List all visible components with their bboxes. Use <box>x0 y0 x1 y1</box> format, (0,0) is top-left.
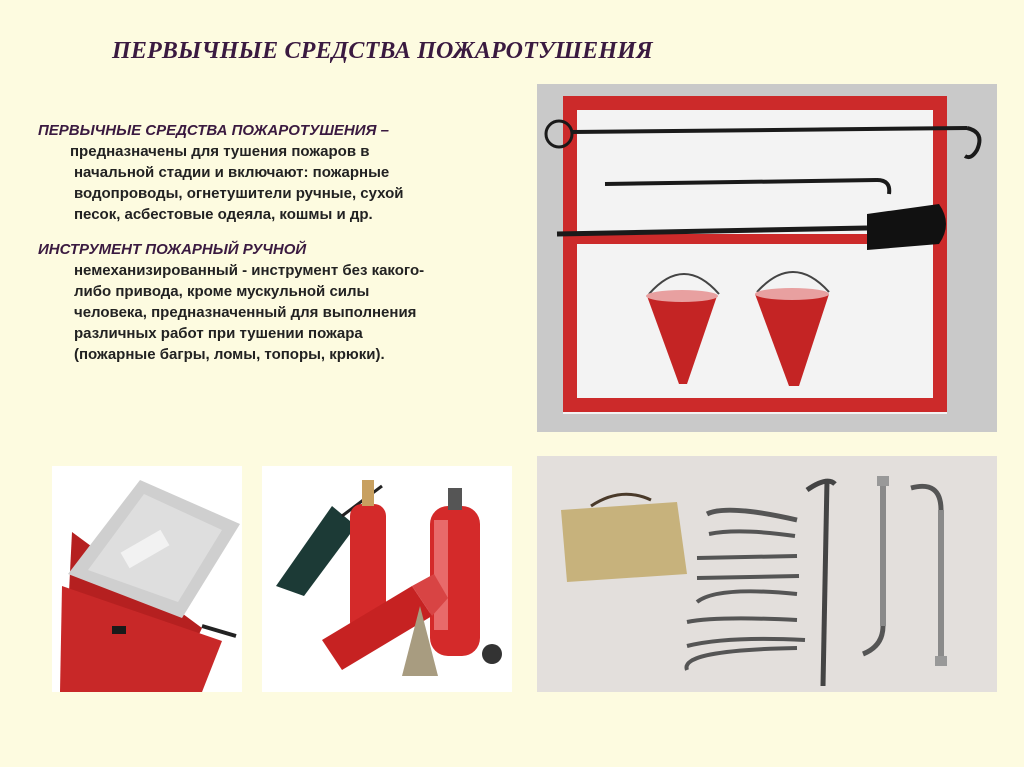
text-line: человека, предназначенный для выполнения <box>74 304 417 321</box>
paragraph-text <box>74 260 508 365</box>
text-line: водопроводы, огнетушители ручные, сухой <box>74 185 404 202</box>
body-text <box>38 120 508 365</box>
page-title: ПЕРВЫЧНЫЕ СРЕДСТВА ПОЖАРОТУШЕНИЯ <box>112 38 653 64</box>
text-line: различных работ при тушении пожара <box>74 325 363 342</box>
paragraph-primary-means <box>38 120 508 225</box>
fire-blanket-image <box>52 466 242 692</box>
text-line: предназначены для тушения пожаров в <box>70 143 370 160</box>
text-line: немеханизированный - инструмент без какого- <box>74 262 425 279</box>
paragraph-heading: ИНСТРУМЕНТ ПОЖАРНЫЙ РУЧНОЙ <box>38 241 307 258</box>
fire-stand-image <box>537 84 997 432</box>
fire-hand-tools-image <box>537 456 997 692</box>
text-line: (пожарные багры, ломы, топоры, крюки). <box>74 346 385 363</box>
paragraph-hand-tools <box>38 239 508 365</box>
fire-extinguishers-image <box>262 466 512 692</box>
text-line: песок, асбестовые одеяла, кошмы и др. <box>74 206 373 223</box>
paragraph-heading: ПЕРВЫЧНЫЕ СРЕДСТВА ПОЖАРОТУШЕНИЯ – <box>38 122 389 139</box>
paragraph-text <box>70 141 508 225</box>
text-line: либо привода, кроме мускульной силы <box>74 283 370 300</box>
text-line: начальной стадии и включают: пожарные <box>74 164 390 181</box>
